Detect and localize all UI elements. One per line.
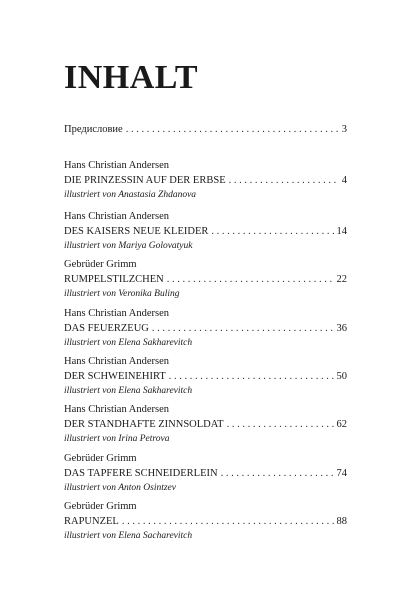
- toc-illustrator: illustriert von Elena Sakharevitch: [64, 338, 193, 348]
- toc-illustrator: illustriert von Elena Sakharevitch: [64, 386, 193, 396]
- toc-author: Gebrüder Grimm: [64, 501, 137, 512]
- dot-leader: [221, 466, 334, 481]
- toc-entry-preface: [64, 122, 347, 137]
- toc-entry: [64, 402, 347, 446]
- toc-illustrator: illustriert von Elena Sacharevitch: [64, 531, 193, 541]
- toc-page-number: 88: [336, 516, 347, 527]
- toc-title: DER STANDHAFTE ZINNSOLDAT: [64, 419, 224, 430]
- toc-author: Hans Christian Andersen: [64, 356, 169, 367]
- toc-row: [64, 122, 347, 137]
- toc-author: Gebrüder Grimm: [64, 259, 137, 270]
- dot-leader: [227, 417, 334, 432]
- toc-page-number: 50: [336, 371, 347, 382]
- toc-row: [64, 224, 347, 239]
- toc-illustrator: illustriert von Mariya Golovatyuk: [64, 241, 193, 251]
- toc-title: DES KAISERS NEUE KLEIDER: [64, 226, 209, 237]
- toc-entry: [64, 451, 347, 495]
- toc-entry: [64, 354, 347, 398]
- toc-row: [64, 514, 347, 529]
- toc-illustrator: illustriert von Irina Petrova: [64, 434, 170, 444]
- toc-illustrator: illustriert von Anastasia Zhdanova: [64, 190, 197, 200]
- toc-page-number: 3: [341, 124, 347, 135]
- toc-page-number: 74: [336, 468, 347, 479]
- toc-entry: [64, 209, 347, 253]
- dot-leader: [169, 369, 334, 384]
- toc-author: Hans Christian Andersen: [64, 404, 169, 415]
- toc-page-number: 22: [336, 274, 347, 285]
- toc-title: DAS TAPFERE SCHNEIDERLEIN: [64, 468, 218, 479]
- toc-title: DIE PRINZESSIN AUF DER ERBSE: [64, 175, 226, 186]
- toc-page-number: 36: [336, 323, 347, 334]
- toc-row: [64, 369, 347, 384]
- page-title: INHALT: [64, 59, 199, 96]
- toc-row: [64, 272, 347, 287]
- dot-leader: [229, 173, 339, 188]
- toc-row: [64, 321, 347, 336]
- toc-title: RUMPELSTILZCHEN: [64, 274, 164, 285]
- toc-author: Gebrüder Grimm: [64, 453, 137, 464]
- toc-entry: [64, 158, 347, 202]
- toc-title: DAS FEUERZEUG: [64, 323, 149, 334]
- toc-row: [64, 417, 347, 432]
- dot-leader: [211, 224, 333, 239]
- toc-title: Предисловие: [64, 124, 123, 135]
- toc-illustrator: illustriert von Anton Osintzev: [64, 483, 176, 493]
- toc-author: Hans Christian Andersen: [64, 211, 169, 222]
- toc-entry: [64, 499, 347, 543]
- toc-author: Hans Christian Andersen: [64, 160, 169, 171]
- toc-page-number: 14: [336, 226, 347, 237]
- dot-leader: [126, 122, 339, 137]
- toc-page-number: 4: [341, 175, 347, 186]
- toc-page-number: 62: [336, 419, 347, 430]
- toc-title: RAPUNZEL: [64, 516, 119, 527]
- dot-leader: [167, 272, 334, 287]
- toc-row: [64, 173, 347, 188]
- dot-leader: [152, 321, 334, 336]
- toc-entry: [64, 306, 347, 350]
- toc-author: Hans Christian Andersen: [64, 308, 169, 319]
- toc-entry: [64, 257, 347, 301]
- toc-illustrator: illustriert von Veronika Buling: [64, 289, 180, 299]
- toc-title: DER SCHWEINEHIRT: [64, 371, 166, 382]
- toc-row: [64, 466, 347, 481]
- dot-leader: [122, 514, 334, 529]
